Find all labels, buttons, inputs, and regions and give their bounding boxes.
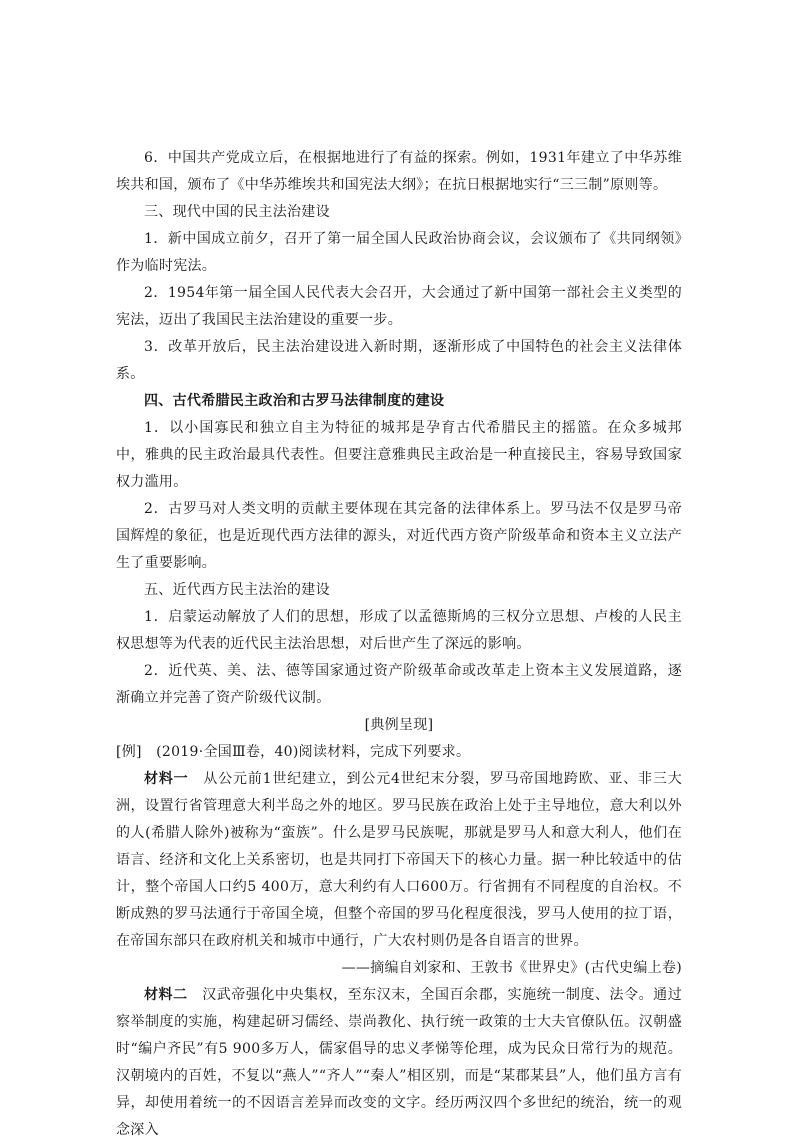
paragraph-3-2: 2．1954年第一届全国人民代表大会召开，大会通过了新中国第一部社会主义类型的宪法，迈出了我国民主法治建设的重要一步。 [116,285,682,328]
heading-section-4: 四、古代希腊民主政治和古罗马法律制度的建设 [144,393,445,409]
material-1-text: 从公元前1世纪建立，到公元4世纪末分裂，罗马帝国地跨欧、亚、非三大洲，设置行省管理意大利半岛之外的地区。罗马民族在政治上处于主导地位，意大利以外的人(希腊人除外)被称为“蛮族”。什么是罗马民族呢，那就是罗马人和意大利人，他们在语言、经济和文化上关系密切，也是共同打下帝国天下的核心力量。据一种比较适中的估计，整个帝国人口约5 400万，意大利约有人口600万。行省拥有不同程度的自治权。不断成熟的罗马法通行于帝国全境，但整个帝国的罗马化程度很浅，罗马人使用的拉丁语，在帝国东部只在政府机关和城市中通行，广大农村则仍是各自语言的世界。 [116,771,683,949]
example-label: [例] [116,744,142,760]
paragraph-4-1: 1．以小国寡民和独立自主为特征的城邦是孕育古代希腊民主的摇篮。在众多城邦中，雅典的民主政治最具代表性。但要注意雅典民主政治是一种直接民主，容易导致国家权力滥用。 [116,420,682,490]
example-intro [116,739,682,766]
material-2 [116,982,682,1144]
paragraph-6: 6．中国共产党成立后，在根据地进行了有益的探索。例如，1931年建立了中华苏维埃共和国，颁布了《中华苏维埃共和国宪法大纲》；在抗日根据地实行“三三制”原则等。 [116,150,682,193]
material-1-source: ——摘编自刘家和、王敦书《世界史》(古代史编上卷) [341,960,682,976]
paragraph-5-2: 2．近代英、美、法、德等国家通过资产阶级革命或改革走上资本主义发展道路，逐渐确立并完善了资产阶级代议制。 [116,663,682,706]
material-1-label: 材料一 [144,771,189,787]
heading-section-3: 三、现代中国的民主法治建设 [144,204,330,220]
paragraph-5-1: 1．启蒙运动解放了人们的思想，形成了以孟德斯鸠的三权分立思想、卢梭的人民主权思想等为代表的近代民主法治思想，对后世产生了深远的影响。 [116,609,682,652]
material-1 [116,766,682,955]
paragraph-3-3: 3．改革开放后，民主法治建设进入新时期，逐渐形成了中国特色的社会主义法律体系。 [116,339,682,382]
material-2-label: 材料二 [144,987,188,1003]
section-title-examples: [典例呈现] [364,717,434,733]
paragraph-3-1: 1．新中国成立前夕，召开了第一届全国人民政治协商会议，会议颁布了《共同纲领》作为临时宪法。 [116,231,682,274]
paragraph-4-2: 2．古罗马对人类文明的贡献主要体现在其完备的法律体系上。罗马法不仅是罗马帝国辉煌的象征，也是近现代西方法律的源头，对近代西方资产阶级革命和资本主义立法产生了重要影响。 [116,501,682,571]
material-2-text: 汉武帝强化中央集权，至东汉末，全国百余郡，实施统一制度、法令。通过察举制度的实施，构建起研习儒经、崇尚教化、执行统一政策的士大夫官僚队伍。汉朝盛时“编户齐民”有5 900多万人，儒家倡导的忠义孝悌等伦理，成为民众日常行为的规范。汉朝境内的百姓，不复以“燕人”“齐人”“秦人”相区别，而是“某郡某县”人，他们虽方言有异，却使用着统一的不因语言差异而改变的文字。经历两汉四个多世纪的统治，统一的观念深入 [116,987,682,1138]
example-text: (2019·全国Ⅲ卷，40)阅读材料，完成下列要求。 [141,744,471,760]
heading-section-5: 五、近代西方民主法治的建设 [144,582,330,598]
